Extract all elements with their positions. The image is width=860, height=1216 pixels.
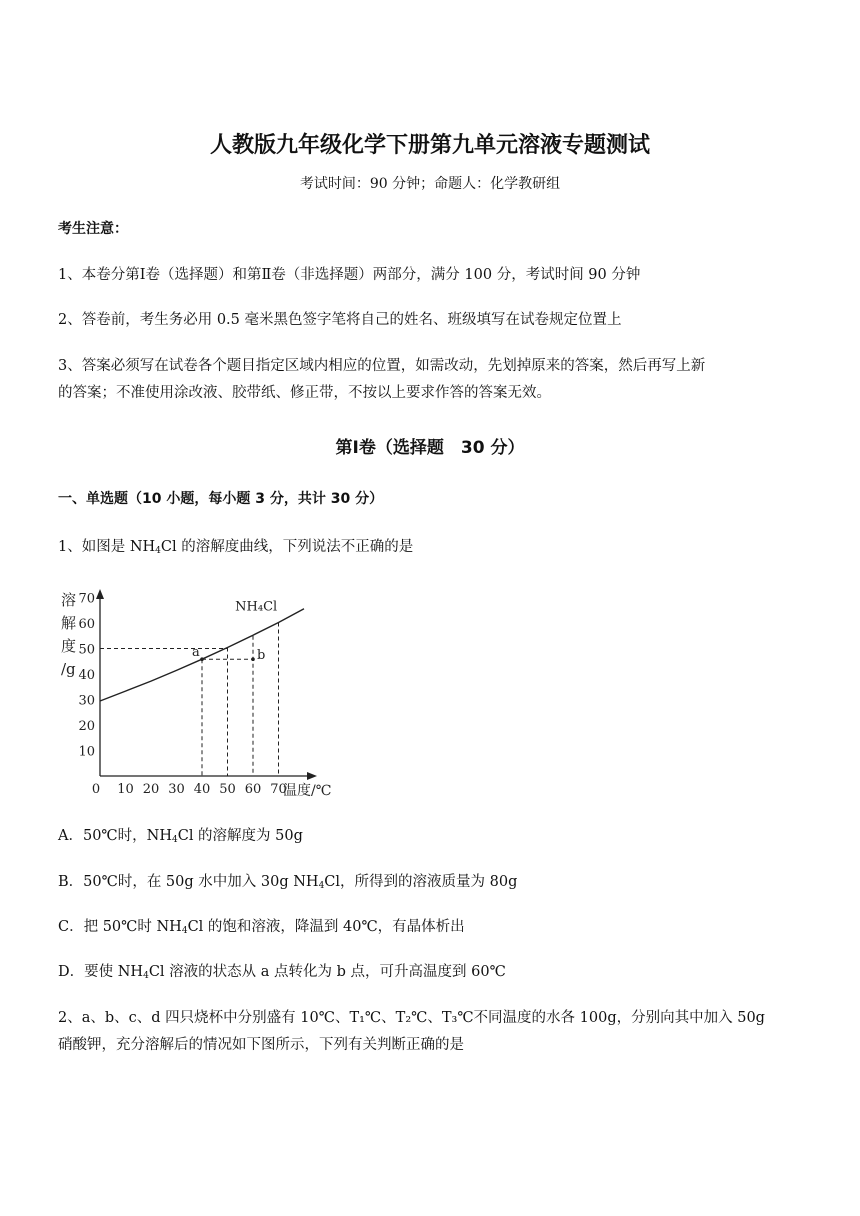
y-tick-label: 20 <box>78 719 95 734</box>
y-axis-arrow <box>96 589 104 599</box>
part-title: 一、单选题（10 小题，每小题 3 分，共计 30 分） <box>58 491 384 507</box>
x-tick-label: 70 <box>270 782 287 797</box>
y-tick-label: 30 <box>78 693 95 709</box>
x-tick-label: 20 <box>142 782 160 797</box>
x-tick-label: 40 <box>193 782 211 797</box>
option-b: B．50℃时，在 50g 水中加入 30g $NH_4Cl$，所得到的溶液质量为 80g <box>58 874 518 891</box>
y-tick-label: 70 <box>78 591 95 607</box>
point-b <box>251 657 255 661</box>
question-2-stem-line2: 硝酸钾，充分溶解后的情况如下图所示，下列有关判断正确的是 <box>58 1037 464 1053</box>
y-tick-label: 50 <box>78 642 95 658</box>
y-tick-label: 40 <box>78 668 95 683</box>
point-label-a: a <box>192 645 200 661</box>
point-label-b: b <box>257 648 266 664</box>
notice-item-1: 1、本卷分第Ⅰ卷（选择题）和第Ⅱ卷（非选择题）两部分，满分 100 分，考试时间 90 分钟 <box>58 267 641 283</box>
notice-item-2: 2、答卷前，考生务必用 0.5 毫米黑色签字笔将自己的姓名、班级填写在试卷规定位置上 <box>58 312 622 328</box>
notice-item-3-cont: 的答案；不准使用涂改液、胶带纸、修正带，不按以上要求作答的答案无效。 <box>58 385 551 401</box>
option-c: C．把 50℃时 $NH_4Cl$ 的饱和溶液，降温到 40℃，有晶体析出 <box>58 919 465 936</box>
solubility-chart <box>55 585 355 805</box>
page-title: 人教版九年级化学下册第九单元溶液专题测试 <box>209 133 650 158</box>
series-label-nh4cl: NH₄Cl <box>235 599 278 615</box>
x-tick-label: 0 <box>91 782 101 797</box>
y-axis-label-char: 溶 <box>61 591 77 609</box>
notice-item-3: 3、答案必须写在试卷各个题目指定区域内相应的位置，如需改动，先划掉原来的答案，然后再写上新 <box>58 358 706 374</box>
exam-info: 考试时间：90 分钟；命题人：化学教研组 <box>299 176 561 192</box>
question-1-stem: 1、如图是 $NH_4Cl$ 的溶解度曲线，下列说法不正确的是 <box>58 539 414 556</box>
section-title: 第Ⅰ卷（选择题 30 分） <box>335 438 525 458</box>
y-tick-label: 10 <box>78 744 95 760</box>
x-tick-label: 30 <box>168 782 185 797</box>
x-tick-label: 50 <box>219 782 236 797</box>
y-tick-label: 60 <box>78 617 95 632</box>
question-2-stem-line1: 2、a、b、c、d 四只烧杯中分别盛有 10℃、T₁℃、T₂℃、T₃℃不同温度的水各 100g，分别向其中加入 50g <box>58 1010 765 1026</box>
x-tick-label: 60 <box>244 782 262 797</box>
notice-heading: 考生注意： <box>58 221 128 237</box>
option-d: D．要使 $NH_4Cl$ 溶液的状态从 a 点转化为 b 点，可升高温度到 60℃ <box>58 964 506 981</box>
x-tick-label: 10 <box>117 782 134 797</box>
option-a: A．50℃时，$NH_4Cl$ 的溶解度为 50g <box>58 828 303 845</box>
x-axis-arrow <box>307 772 317 780</box>
nh4cl-curve <box>100 609 304 701</box>
point-a <box>200 657 204 661</box>
y-axis-label-char: /g <box>61 660 76 678</box>
x-axis-label: 温度/℃ <box>283 783 332 799</box>
y-axis-label-char: 解 <box>61 614 77 632</box>
y-axis-label-char: 度 <box>61 637 77 655</box>
